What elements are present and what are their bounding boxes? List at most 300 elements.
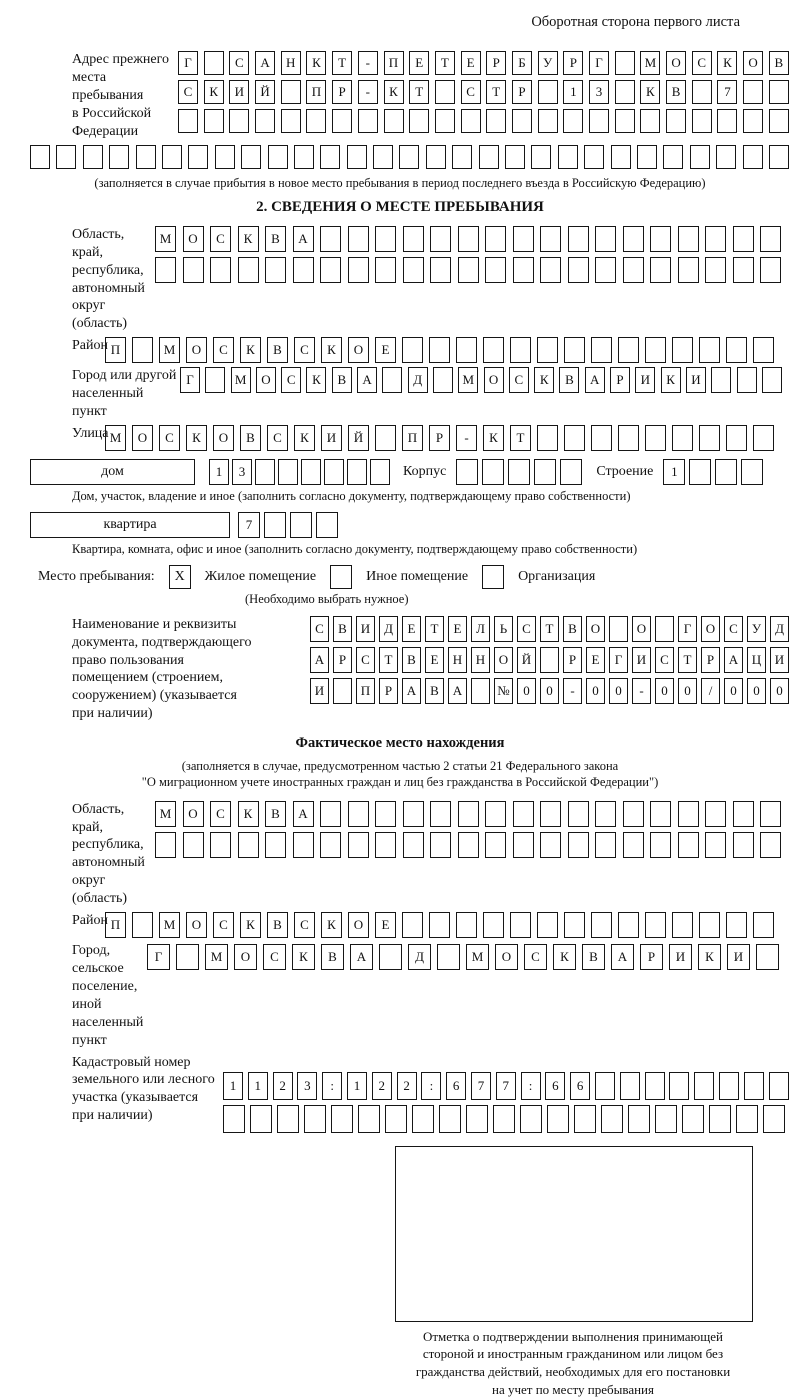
label-line: при наличии) bbox=[72, 1107, 223, 1125]
char-cell: Г bbox=[589, 51, 609, 75]
char-cell: М bbox=[155, 801, 176, 827]
char-cell bbox=[743, 109, 763, 133]
label-line: Область, край, bbox=[72, 801, 155, 837]
char-cell: К bbox=[698, 944, 721, 970]
char-cell bbox=[109, 145, 129, 169]
district2-field bbox=[30, 912, 795, 938]
city2-field bbox=[30, 942, 795, 1049]
char-cell: 1 bbox=[209, 459, 229, 485]
char-cell bbox=[204, 51, 224, 75]
district-row bbox=[105, 337, 780, 363]
char-cell: И bbox=[321, 425, 342, 451]
char-cell bbox=[694, 1072, 714, 1100]
char-cell bbox=[733, 257, 754, 283]
char-cell bbox=[538, 80, 558, 104]
stay-type-option-organizaciya: Организация bbox=[518, 569, 595, 585]
char-cell bbox=[332, 109, 352, 133]
char-cell: К bbox=[238, 801, 259, 827]
char-cell bbox=[437, 944, 460, 970]
apartment-box: квартира bbox=[30, 512, 230, 538]
char-cell bbox=[689, 459, 711, 485]
street-label: Улица bbox=[30, 425, 105, 443]
char-cell bbox=[320, 145, 340, 169]
char-cell: О bbox=[743, 51, 763, 75]
label-line: в Российской bbox=[72, 105, 178, 123]
char-cell bbox=[512, 109, 532, 133]
char-cell bbox=[705, 832, 726, 858]
char-cell bbox=[358, 1105, 380, 1133]
label-line: Кадастровый номер bbox=[72, 1054, 223, 1072]
char-cell bbox=[265, 257, 286, 283]
char-cell: С bbox=[178, 80, 198, 104]
char-cell bbox=[678, 801, 699, 827]
label-line: "О миграционном учете иностранных граждан и лиц без гражданства в Российской Федерации") bbox=[30, 774, 770, 790]
char-cell bbox=[348, 257, 369, 283]
char-cell: М bbox=[640, 51, 660, 75]
char-cell bbox=[409, 109, 429, 133]
char-cell bbox=[358, 109, 378, 133]
house-row bbox=[30, 459, 795, 485]
char-cell: П bbox=[105, 912, 126, 938]
char-cell bbox=[564, 912, 585, 938]
char-cell bbox=[560, 459, 582, 485]
char-cell bbox=[508, 459, 530, 485]
char-cell: У bbox=[538, 51, 558, 75]
char-cell bbox=[485, 257, 506, 283]
char-cell: С bbox=[655, 647, 674, 673]
char-cell: 1 bbox=[223, 1072, 243, 1100]
district-field bbox=[30, 337, 795, 363]
char-cell bbox=[188, 145, 208, 169]
char-cell: Н bbox=[471, 647, 490, 673]
char-cell: К bbox=[294, 425, 315, 451]
city2-row bbox=[147, 944, 785, 970]
char-cell bbox=[348, 832, 369, 858]
char-cell bbox=[513, 226, 534, 252]
prev-address-row-4 bbox=[30, 145, 795, 169]
char-cell: И bbox=[356, 616, 375, 642]
char-cell: А bbox=[357, 367, 377, 393]
char-cell: Й bbox=[517, 647, 536, 673]
char-cell bbox=[403, 226, 424, 252]
char-cell bbox=[348, 226, 369, 252]
char-cell: М bbox=[231, 367, 251, 393]
char-cell bbox=[645, 425, 666, 451]
char-cell bbox=[574, 1105, 596, 1133]
char-cell: Д bbox=[770, 616, 789, 642]
char-cell: - bbox=[456, 425, 477, 451]
char-cell: : bbox=[421, 1072, 441, 1100]
char-cell bbox=[241, 145, 261, 169]
char-cell: К bbox=[238, 226, 259, 252]
char-cell: О bbox=[495, 944, 518, 970]
checkbox-zhiloe: X bbox=[169, 565, 191, 589]
char-cell: Е bbox=[448, 616, 467, 642]
label-line: при наличии) bbox=[72, 705, 310, 723]
char-cell: С bbox=[263, 944, 286, 970]
char-cell bbox=[281, 109, 301, 133]
street-row bbox=[105, 425, 780, 451]
char-cell: Т bbox=[486, 80, 506, 104]
char-cell: С bbox=[159, 425, 180, 451]
char-cell bbox=[760, 226, 781, 252]
label-line: (область) bbox=[72, 890, 155, 908]
char-cell bbox=[595, 1072, 615, 1100]
char-cell bbox=[290, 512, 312, 538]
char-cell: : bbox=[521, 1072, 541, 1100]
page-corner-note: Оборотная сторона первого листа bbox=[30, 14, 795, 31]
char-cell: К bbox=[204, 80, 224, 104]
char-cell bbox=[178, 109, 198, 133]
char-cell bbox=[485, 832, 506, 858]
char-cell bbox=[375, 257, 396, 283]
char-cell: С bbox=[724, 616, 743, 642]
char-cell: - bbox=[358, 51, 378, 75]
char-cell: П bbox=[306, 80, 326, 104]
char-cell: К bbox=[306, 367, 326, 393]
char-cell: Е bbox=[375, 337, 396, 363]
prev-address-row-2 bbox=[178, 80, 795, 104]
char-cell bbox=[678, 257, 699, 283]
char-cell: - bbox=[358, 80, 378, 104]
char-cell bbox=[645, 912, 666, 938]
char-cell: Р bbox=[701, 647, 720, 673]
char-cell: С bbox=[524, 944, 547, 970]
char-cell: Г bbox=[147, 944, 170, 970]
char-cell bbox=[430, 832, 451, 858]
char-cell bbox=[320, 832, 341, 858]
char-cell: М bbox=[466, 944, 489, 970]
char-cell: К bbox=[321, 337, 342, 363]
char-cell bbox=[493, 1105, 515, 1133]
char-cell: М bbox=[205, 944, 228, 970]
char-cell bbox=[204, 109, 224, 133]
doc-name-row-3 bbox=[310, 678, 793, 704]
doc-name-rows bbox=[310, 616, 793, 709]
char-cell bbox=[333, 678, 352, 704]
char-cell bbox=[320, 801, 341, 827]
char-cell bbox=[737, 367, 757, 393]
char-cell bbox=[682, 1105, 704, 1133]
char-cell: С bbox=[509, 367, 529, 393]
city-label bbox=[30, 367, 180, 421]
char-cell: Н bbox=[281, 51, 301, 75]
char-cell bbox=[591, 912, 612, 938]
char-cell: О bbox=[186, 337, 207, 363]
char-cell bbox=[183, 832, 204, 858]
char-cell bbox=[666, 109, 686, 133]
char-cell bbox=[709, 1105, 731, 1133]
char-cell bbox=[733, 801, 754, 827]
char-cell: Г bbox=[180, 367, 200, 393]
char-cell: 0 bbox=[586, 678, 605, 704]
char-cell bbox=[769, 80, 789, 104]
label-line: республика, bbox=[72, 836, 155, 854]
char-cell bbox=[609, 616, 628, 642]
char-cell bbox=[56, 145, 76, 169]
char-cell: Е bbox=[586, 647, 605, 673]
char-cell bbox=[753, 912, 774, 938]
char-cell bbox=[595, 226, 616, 252]
char-cell bbox=[717, 109, 737, 133]
char-cell bbox=[379, 944, 402, 970]
char-cell: 3 bbox=[297, 1072, 317, 1100]
char-cell bbox=[30, 145, 50, 169]
label-line: право пользования bbox=[72, 652, 310, 670]
char-cell bbox=[456, 912, 477, 938]
char-cell bbox=[375, 425, 396, 451]
char-cell bbox=[402, 912, 423, 938]
stay-type-option-inoe: Иное помещение bbox=[366, 569, 468, 585]
char-cell bbox=[618, 425, 639, 451]
char-cell bbox=[540, 226, 561, 252]
char-cell: А bbox=[448, 678, 467, 704]
region2-row-2 bbox=[155, 832, 788, 858]
char-cell: В bbox=[265, 801, 286, 827]
char-cell: 6 bbox=[446, 1072, 466, 1100]
apartment-row bbox=[30, 512, 795, 538]
char-cell bbox=[293, 832, 314, 858]
char-cell bbox=[591, 425, 612, 451]
char-cell: А bbox=[611, 944, 634, 970]
label-line: Наименование и реквизиты bbox=[72, 616, 310, 634]
char-cell: В bbox=[267, 912, 288, 938]
char-cell bbox=[375, 832, 396, 858]
char-cell bbox=[537, 337, 558, 363]
char-cell: 7 bbox=[496, 1072, 516, 1100]
char-cell bbox=[229, 109, 249, 133]
stamp-box bbox=[395, 1146, 753, 1322]
char-cell: И bbox=[770, 647, 789, 673]
char-cell: К bbox=[321, 912, 342, 938]
label-line: Город, сельское поселение, bbox=[72, 942, 147, 996]
char-cell bbox=[690, 145, 710, 169]
char-cell bbox=[645, 1072, 665, 1100]
char-cell bbox=[435, 80, 455, 104]
char-cell: И bbox=[229, 80, 249, 104]
char-cell bbox=[705, 801, 726, 827]
char-cell: № bbox=[494, 678, 513, 704]
char-cell: Р bbox=[610, 367, 630, 393]
char-cell bbox=[458, 832, 479, 858]
char-cell: 1 bbox=[663, 459, 685, 485]
char-cell bbox=[458, 801, 479, 827]
char-cell bbox=[547, 1105, 569, 1133]
char-cell bbox=[678, 226, 699, 252]
label-line: участка (указывается bbox=[72, 1089, 223, 1107]
char-cell: Й bbox=[348, 425, 369, 451]
char-cell: М bbox=[155, 226, 176, 252]
char-cell bbox=[382, 367, 402, 393]
char-cell: С bbox=[267, 425, 288, 451]
char-cell bbox=[155, 257, 176, 283]
char-cell bbox=[743, 80, 763, 104]
char-cell bbox=[564, 337, 585, 363]
char-cell bbox=[83, 145, 103, 169]
stay-type-option-zhiloe: Жилое помещение bbox=[205, 569, 316, 585]
char-cell bbox=[136, 145, 156, 169]
char-cell bbox=[568, 832, 589, 858]
char-cell bbox=[255, 109, 275, 133]
char-cell bbox=[595, 832, 616, 858]
char-cell: 1 bbox=[248, 1072, 268, 1100]
char-cell bbox=[306, 109, 326, 133]
char-cell: 2 bbox=[372, 1072, 392, 1100]
char-cell bbox=[540, 801, 561, 827]
char-cell bbox=[268, 145, 288, 169]
char-cell bbox=[672, 425, 693, 451]
label-line: стороной и иностранным гражданином или лицом без bbox=[342, 1345, 800, 1363]
char-cell bbox=[705, 226, 726, 252]
label-line: округ (область) bbox=[72, 297, 155, 333]
char-cell bbox=[238, 257, 259, 283]
char-cell bbox=[650, 801, 671, 827]
char-cell bbox=[620, 1072, 640, 1100]
district2-label: Район bbox=[30, 912, 105, 930]
char-cell bbox=[331, 1105, 353, 1133]
char-cell bbox=[655, 616, 674, 642]
char-cell: В bbox=[265, 226, 286, 252]
char-cell: У bbox=[747, 616, 766, 642]
char-cell bbox=[650, 257, 671, 283]
char-cell bbox=[155, 832, 176, 858]
char-cell bbox=[726, 425, 747, 451]
char-cell bbox=[733, 226, 754, 252]
char-cell: О bbox=[348, 337, 369, 363]
char-cell: В bbox=[402, 647, 421, 673]
char-cell bbox=[769, 1072, 789, 1100]
cadastral-field bbox=[30, 1054, 795, 1138]
char-cell bbox=[485, 226, 506, 252]
char-cell: 0 bbox=[747, 678, 766, 704]
house-cells bbox=[209, 459, 393, 485]
char-cell: С bbox=[210, 226, 231, 252]
char-cell: В bbox=[563, 616, 582, 642]
char-cell bbox=[615, 109, 635, 133]
char-cell: 0 bbox=[540, 678, 559, 704]
char-cell bbox=[756, 944, 779, 970]
char-cell bbox=[486, 109, 506, 133]
char-cell bbox=[347, 145, 367, 169]
char-cell: Г bbox=[609, 647, 628, 673]
char-cell bbox=[568, 226, 589, 252]
checkbox-inoe bbox=[330, 565, 352, 589]
char-cell bbox=[510, 912, 531, 938]
city-field bbox=[30, 367, 795, 421]
region2-field bbox=[30, 801, 795, 908]
char-cell bbox=[563, 109, 583, 133]
char-cell: Д bbox=[408, 367, 428, 393]
char-cell bbox=[293, 257, 314, 283]
char-cell bbox=[584, 145, 604, 169]
char-cell: К bbox=[483, 425, 504, 451]
char-cell: В bbox=[267, 337, 288, 363]
char-cell bbox=[655, 1105, 677, 1133]
char-cell bbox=[466, 1105, 488, 1133]
char-cell: Т bbox=[379, 647, 398, 673]
char-cell bbox=[760, 832, 781, 858]
region2-row-1 bbox=[155, 801, 788, 827]
stroenie-cells bbox=[663, 459, 767, 485]
char-cell bbox=[637, 145, 657, 169]
label-line: гражданства действий, необходимых для его постановки bbox=[342, 1363, 800, 1381]
apartment-caption: Квартира, комната, офис и иное (заполнить согласно документу, подтверждающему право собственности) bbox=[30, 541, 795, 557]
char-cell: Е bbox=[425, 647, 444, 673]
char-cell: С bbox=[310, 616, 329, 642]
char-cell: А bbox=[402, 678, 421, 704]
char-cell: О bbox=[484, 367, 504, 393]
char-cell: С bbox=[692, 51, 712, 75]
char-cell: 7 bbox=[238, 512, 260, 538]
char-cell: О bbox=[632, 616, 651, 642]
char-cell bbox=[618, 337, 639, 363]
char-cell bbox=[320, 226, 341, 252]
char-cell: П bbox=[356, 678, 375, 704]
char-cell: Ц bbox=[747, 647, 766, 673]
char-cell: Ь bbox=[494, 616, 513, 642]
char-cell bbox=[278, 459, 298, 485]
char-cell bbox=[669, 1072, 689, 1100]
char-cell: О bbox=[701, 616, 720, 642]
char-cell bbox=[741, 459, 763, 485]
city-row bbox=[180, 367, 787, 393]
char-cell bbox=[430, 257, 451, 283]
char-cell bbox=[540, 257, 561, 283]
char-cell bbox=[760, 257, 781, 283]
char-cell bbox=[301, 459, 321, 485]
label-line: (заполняется в случае, предусмотренном частью 2 статьи 21 Федерального закона bbox=[30, 758, 770, 774]
street-field bbox=[30, 425, 795, 451]
char-cell bbox=[384, 109, 404, 133]
char-cell: 0 bbox=[609, 678, 628, 704]
label-line: помещением (строением, bbox=[72, 669, 310, 687]
char-cell: А bbox=[310, 647, 329, 673]
label-line: на учет по месту пребывания bbox=[342, 1381, 800, 1399]
char-cell: Р bbox=[640, 944, 663, 970]
char-cell bbox=[719, 1072, 739, 1100]
char-cell bbox=[615, 80, 635, 104]
char-cell bbox=[403, 257, 424, 283]
korpus-label: Корпус bbox=[403, 464, 446, 480]
char-cell: Р bbox=[563, 51, 583, 75]
apartment-cells bbox=[238, 512, 342, 538]
char-cell: А bbox=[293, 226, 314, 252]
char-cell bbox=[210, 832, 231, 858]
doc-name-field bbox=[30, 616, 795, 723]
char-cell bbox=[456, 459, 478, 485]
char-cell: Р bbox=[563, 647, 582, 673]
char-cell: Г bbox=[178, 51, 198, 75]
char-cell: Т bbox=[435, 51, 455, 75]
char-cell: И bbox=[635, 367, 655, 393]
doc-name-row-2 bbox=[310, 647, 793, 673]
stroenie-label: Строение bbox=[596, 464, 653, 480]
char-cell bbox=[618, 912, 639, 938]
char-cell bbox=[277, 1105, 299, 1133]
char-cell bbox=[452, 145, 472, 169]
char-cell: Г bbox=[678, 616, 697, 642]
char-cell bbox=[558, 145, 578, 169]
char-cell: М bbox=[458, 367, 478, 393]
char-cell: С bbox=[229, 51, 249, 75]
char-cell: И bbox=[686, 367, 706, 393]
char-cell bbox=[534, 459, 556, 485]
char-cell: 0 bbox=[655, 678, 674, 704]
char-cell: А bbox=[293, 801, 314, 827]
char-cell: О bbox=[183, 226, 204, 252]
char-cell: Е bbox=[402, 616, 421, 642]
char-cell: С bbox=[213, 912, 234, 938]
